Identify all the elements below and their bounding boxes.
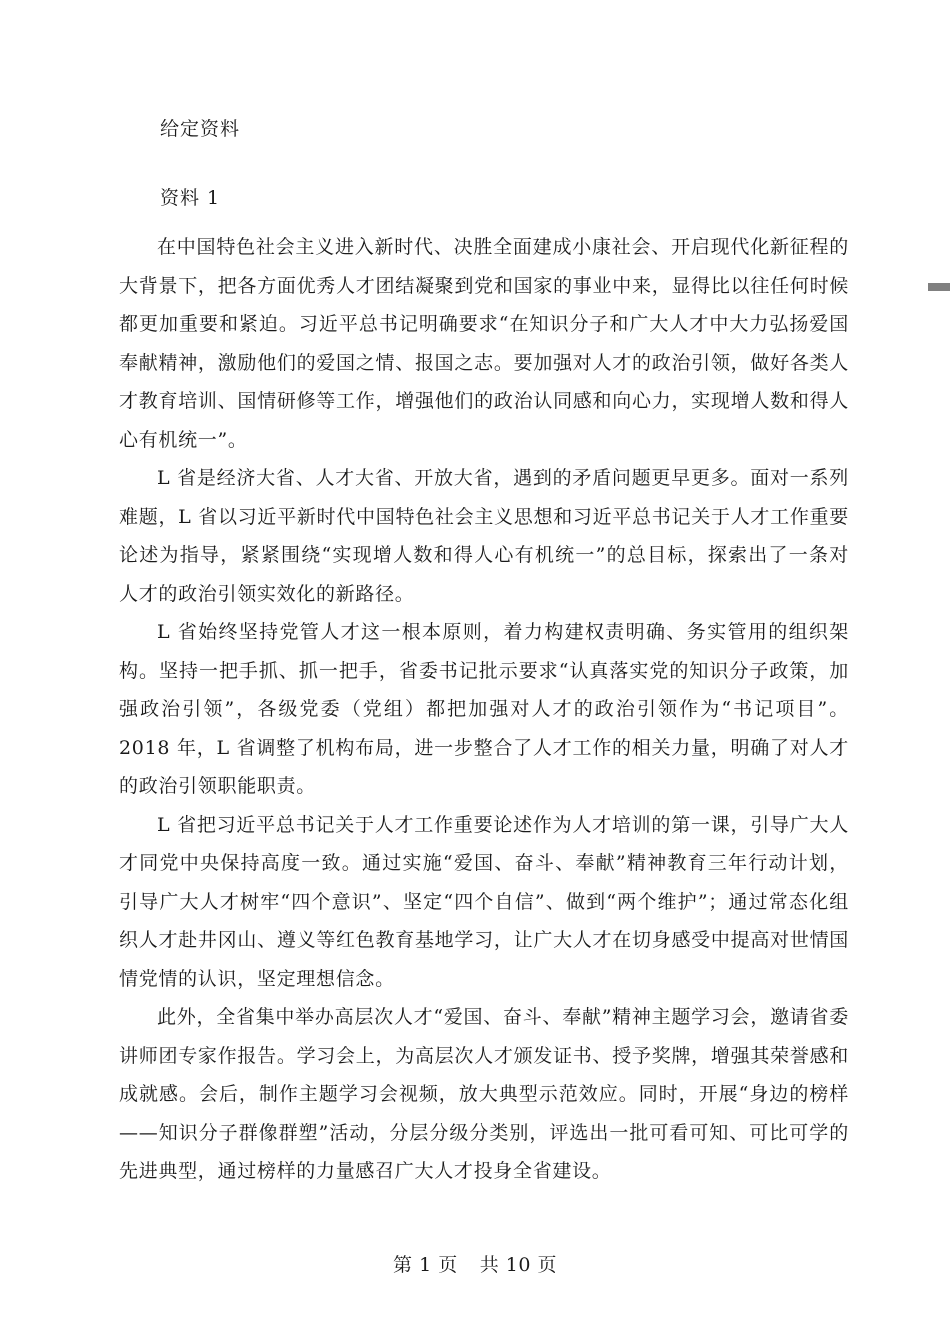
page-footer (0, 1252, 950, 1278)
paragraph: 此外，全省集中举办高层次人才“爱国、奋斗、奉献”精神主题学习会，邀请省委讲师团专家作报告。学习会上，为高层次人才颁发证书、授予奖牌，增强其荣誉感和成就感。会后，制作主题学习会视频，放大典型示范效应。同时，开展“身边的榜样——知识分子群像群塑”活动，分层分级分类别，评选出一批可看可知、可比可学的先进典型，通过榜样的力量感召广大人才投身全省建设。 (119, 1006, 849, 1182)
paragraph: 在中国特色社会主义进入新时代、决胜全面建成小康社会、开启现代化新征程的大背景下，把各方面优秀人才团结凝聚到党和国家的事业中来，显得比以往任何时候都更加重要和紧迫。习近平总书记明确要求“在知识分子和广大人才中大力弘扬爱国奉献精神，激励他们的爱国之情、报国之志。要加强对人才的政治引领，做好各类人才教育培训、国情研修等工作，增强他们的政治认同感和向心力，实现增人数和得人心有机统一”。 (119, 236, 849, 451)
page-number: 第 1 页 (393, 1254, 458, 1276)
page-total: 共 10 页 (479, 1254, 557, 1276)
paragraph: L 省始终坚持党管人才这一根本原则，着力构建权责明确、务实管用的组织架构。坚持一把手抓、抓一把手，省委书记批示要求“认真落实党的知识分子政策，加强政治引领”，各级党委（党组）都把加强对人才的政治引领作为“书记项目”。2018 年，L 省调整了机构布局，进一步整合了人才工作的相关力量，明确了对人才的政治引领职能职责。 (119, 621, 849, 797)
page-edge-tab (928, 283, 950, 291)
document-body (119, 228, 849, 1191)
paragraph: L 省是经济大省、人才大省、开放大省，遇到的矛盾问题更早更多。面对一系列难题，L 省以习近平新时代中国特色社会主义思想和习近平总书记关于人才工作重要论述为指导，紧紧围绕“实现增人数和得人心有机统一”的总目标，探索出了一条对人才的政治引领实效化的新路径。 (119, 467, 849, 605)
section-title: 给定资料 (160, 118, 241, 140)
paragraph: L 省把习近平总书记关于人才工作重要论述作为人才培训的第一课，引导广大人才同党中央保持高度一致。通过实施“爱国、奋斗、奉献”精神教育三年行动计划，引导广大人才树牢“四个意识”、坚定“四个自信”、做到“两个维护”；通过常态化组织人才赴井冈山、遵义等红色教育基地学习，让广大人才在切身感受中提高对世情国情党情的认识，坚定理想信念。 (119, 813, 849, 990)
material-heading: 资料 1 (160, 187, 221, 209)
